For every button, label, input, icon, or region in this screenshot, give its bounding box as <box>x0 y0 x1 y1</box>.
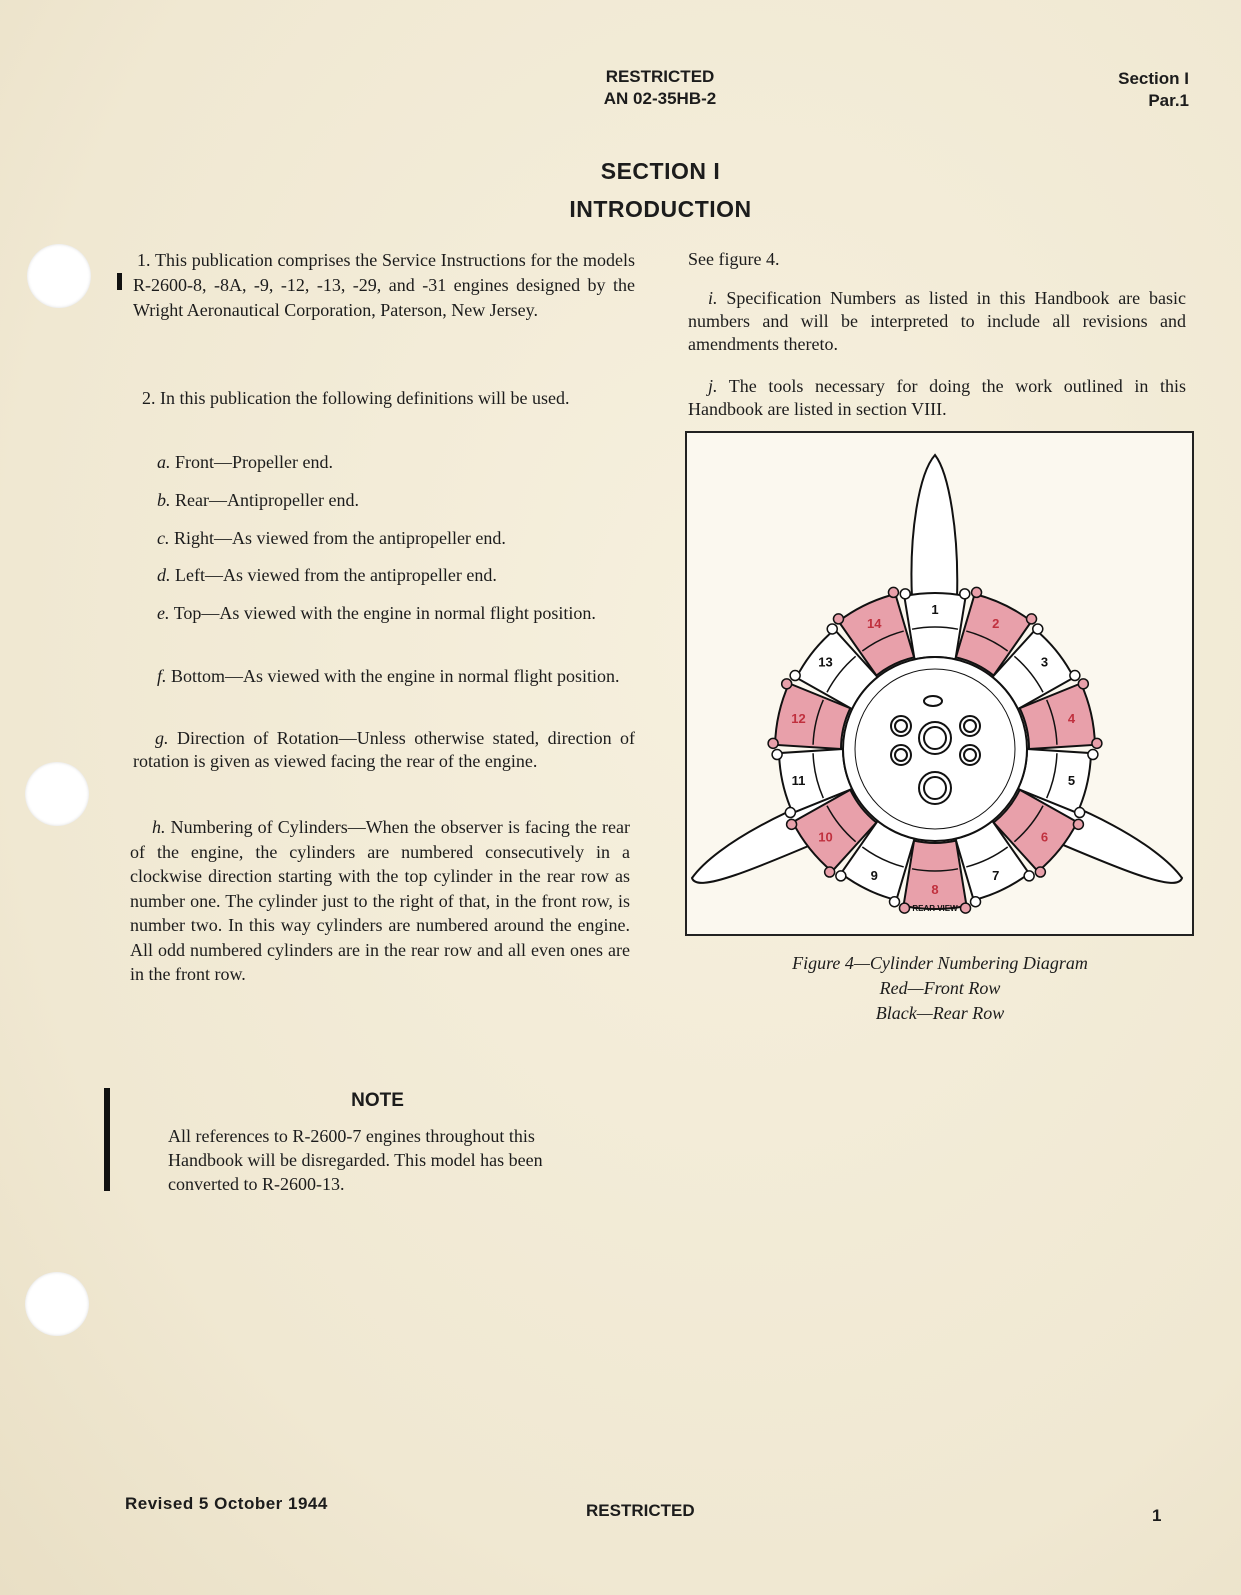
cylinder-7-rocker-1 <box>1024 871 1034 881</box>
cylinder-4-rocker-2 <box>1092 738 1102 748</box>
cylinder-11-number: 11 <box>791 773 806 789</box>
binder-hole-top <box>27 244 91 308</box>
header-paragraph: Par.1 <box>1148 91 1189 110</box>
cylinder-13-number: 13 <box>818 654 833 670</box>
definition-d-letter: d. <box>157 565 171 585</box>
cylinder-3-number: 3 <box>1040 654 1049 670</box>
header-right <box>1040 68 1189 112</box>
item-j-text: The tools necessary for doing the work outlined in this Handbook are listed in section VIII. <box>688 376 1186 419</box>
cylinder-12-rocker-1 <box>768 738 778 748</box>
cylinder-10-rocker-1 <box>825 867 835 877</box>
cylinder-7-rocker-2 <box>971 897 981 907</box>
cylinder-12-rocker-2 <box>782 679 792 689</box>
cylinder-8-rocker-2 <box>899 903 909 913</box>
cylinder-10-rocker-2 <box>787 819 797 829</box>
definition-a-letter: a. <box>157 452 171 472</box>
cylinder-5-number: 5 <box>1067 773 1076 789</box>
definition-g-text: Direction of Rotation—Unless otherwise stated, direction of rotation is given as viewed facing the rear of the engine. <box>133 728 636 771</box>
definition-b-text: Rear—Antipropeller end. <box>175 490 359 510</box>
definition-h <box>130 815 630 987</box>
cylinder-6-number: 6 <box>1040 829 1049 845</box>
item-j <box>688 375 1186 421</box>
breather-cap <box>924 696 942 706</box>
definition-a <box>135 451 635 474</box>
cylinder-1-rocker-2 <box>960 589 970 599</box>
definition-c-text: Right—As viewed from the antipropeller end. <box>174 528 506 548</box>
cylinder-3-rocker-1 <box>1033 624 1043 634</box>
cylinder-8-rocker-1 <box>961 903 971 913</box>
cylinder-2-rocker-1 <box>972 587 982 597</box>
revision-bar-note <box>104 1088 110 1191</box>
cylinder-14-rocker-2 <box>888 587 898 597</box>
cylinder-2-number: 2 <box>992 615 1000 631</box>
rear-view-label: REAR VIEW <box>912 904 958 913</box>
binder-hole-middle <box>25 762 89 826</box>
cylinder-11-rocker-1 <box>785 808 795 818</box>
definition-a-text: Front—Propeller end. <box>175 452 333 472</box>
cylinder-6-rocker-2 <box>1035 867 1045 877</box>
definition-e-text: Top—As viewed with the engine in normal flight position. <box>173 603 596 623</box>
binder-hole-bottom <box>25 1272 89 1336</box>
revision-bar-para1 <box>117 273 122 290</box>
definition-d-text: Left—As viewed from the antipropeller end. <box>175 565 497 585</box>
cylinder-5-rocker-2 <box>1075 808 1085 818</box>
accessory-top-right-inner <box>964 720 976 732</box>
page-number: 1 <box>1152 1506 1162 1525</box>
definition-c-letter: c. <box>157 528 170 548</box>
item-j-letter: j. <box>708 376 718 396</box>
item-i-text: Specification Numbers as listed in this Handbook are basic numbers and will be interpreted to include all revisions and amendments thereto. <box>688 288 1186 354</box>
figure-caption-title: Figure 4—Cylinder Numbering Diagram <box>792 953 1088 973</box>
cylinder-4-number: 4 <box>1067 710 1076 726</box>
engine-hub <box>843 657 1027 841</box>
cylinder-1-number: 1 <box>931 602 939 617</box>
definition-c <box>135 527 635 550</box>
cylinder-2-rocker-2 <box>1027 614 1037 624</box>
cylinder-9-rocker-2 <box>836 871 846 881</box>
section-title: INTRODUCTION <box>569 196 752 222</box>
figure-caption-red: Red—Front Row <box>879 978 1001 998</box>
accessory-bottom-left-inner <box>895 749 907 761</box>
header-section: Section I <box>1118 69 1189 88</box>
paragraph-1-number: 1. <box>137 250 151 270</box>
propeller-blade-top <box>911 455 957 598</box>
paragraph-2 <box>138 386 635 411</box>
hub-center-inner <box>924 727 946 749</box>
accessory-top-left-inner <box>895 720 907 732</box>
paragraph-1 <box>133 248 635 323</box>
paragraph-2-number: 2. <box>142 388 156 408</box>
cylinder-13-rocker-1 <box>790 671 800 681</box>
cylinder-1-rocker-1 <box>900 589 910 599</box>
item-i-letter: i. <box>708 288 718 308</box>
cylinder-13-rocker-2 <box>827 624 837 634</box>
cylinder-14-number: 14 <box>867 615 882 631</box>
paragraph-1-text: This publication comprises the Service Instructions for the models R-2600-8, -8A, -9, -12, -13, -29, and -31 engines designed by the Wright Aeronautical Corporation, Paterson, New Jersey. <box>133 250 635 320</box>
header-restricted: RESTRICTED <box>605 67 715 86</box>
cylinder-8 <box>903 841 966 909</box>
section-heading: SECTION I <box>600 158 721 184</box>
cylinder-12-number: 12 <box>791 710 806 726</box>
definition-g <box>133 727 635 773</box>
definition-b <box>135 489 635 512</box>
cylinder-14-rocker-1 <box>833 614 843 624</box>
accessory-bottom-right-inner <box>964 749 976 761</box>
footer-restricted: RESTRICTED <box>586 1501 695 1520</box>
note-text: All references to R-2600-7 engines throughout this Handbook will be disregarded. This model has been converted to R-2600-13. <box>168 1126 543 1194</box>
cylinder-numbering-diagram <box>687 433 1192 934</box>
cylinder-5-rocker-1 <box>1088 750 1098 760</box>
definition-e <box>135 602 635 625</box>
hub-lower-inner <box>924 777 946 799</box>
header-document-number: AN 02-35HB-2 <box>603 89 717 108</box>
cylinder-6-rocker-1 <box>1073 819 1083 829</box>
cylinder-3-rocker-2 <box>1070 671 1080 681</box>
cylinder-4-rocker-1 <box>1078 679 1088 689</box>
footer-revised-date: Revised 5 October 1944 <box>125 1494 328 1513</box>
cylinder-10-number: 10 <box>818 829 833 845</box>
definition-g-letter: g. <box>155 728 169 748</box>
note-heading: NOTE <box>351 1090 404 1111</box>
cylinder-9-rocker-1 <box>889 897 899 907</box>
continued-text: See figure 4. <box>688 249 780 269</box>
definition-b-letter: b. <box>157 490 171 510</box>
figure-caption-black: Black—Rear Row <box>875 1003 1005 1023</box>
definition-f-letter: f. <box>157 666 167 686</box>
definition-f <box>135 665 635 688</box>
definition-h-text: Numbering of Cylinders—When the observer is facing the rear of the engine, the cylinders are numbered consecutively in a clockwise direction starting with the top cylinder in the rear row as number one. The cylinder just to the right of that, in the front row, is number two. In this way cylinders are numbered around the engine. All odd numbered cylinders are in the rear row and all even ones are in the front row. <box>130 817 630 984</box>
cylinder-7-number: 7 <box>992 868 1000 884</box>
definition-e-letter: e. <box>157 603 170 623</box>
cylinder-9-number: 9 <box>870 868 878 884</box>
cylinder-11-rocker-2 <box>772 750 782 760</box>
definition-f-text: Bottom—As viewed with the engine in normal flight position. <box>171 666 620 686</box>
definition-h-letter: h. <box>152 817 166 837</box>
definition-d <box>135 564 635 587</box>
figure-4-frame <box>685 431 1194 936</box>
header-center <box>560 66 760 110</box>
cylinder-8-number: 8 <box>931 882 939 897</box>
item-i <box>688 287 1186 356</box>
paragraph-2-text: In this publication the following definitions will be used. <box>160 388 570 408</box>
